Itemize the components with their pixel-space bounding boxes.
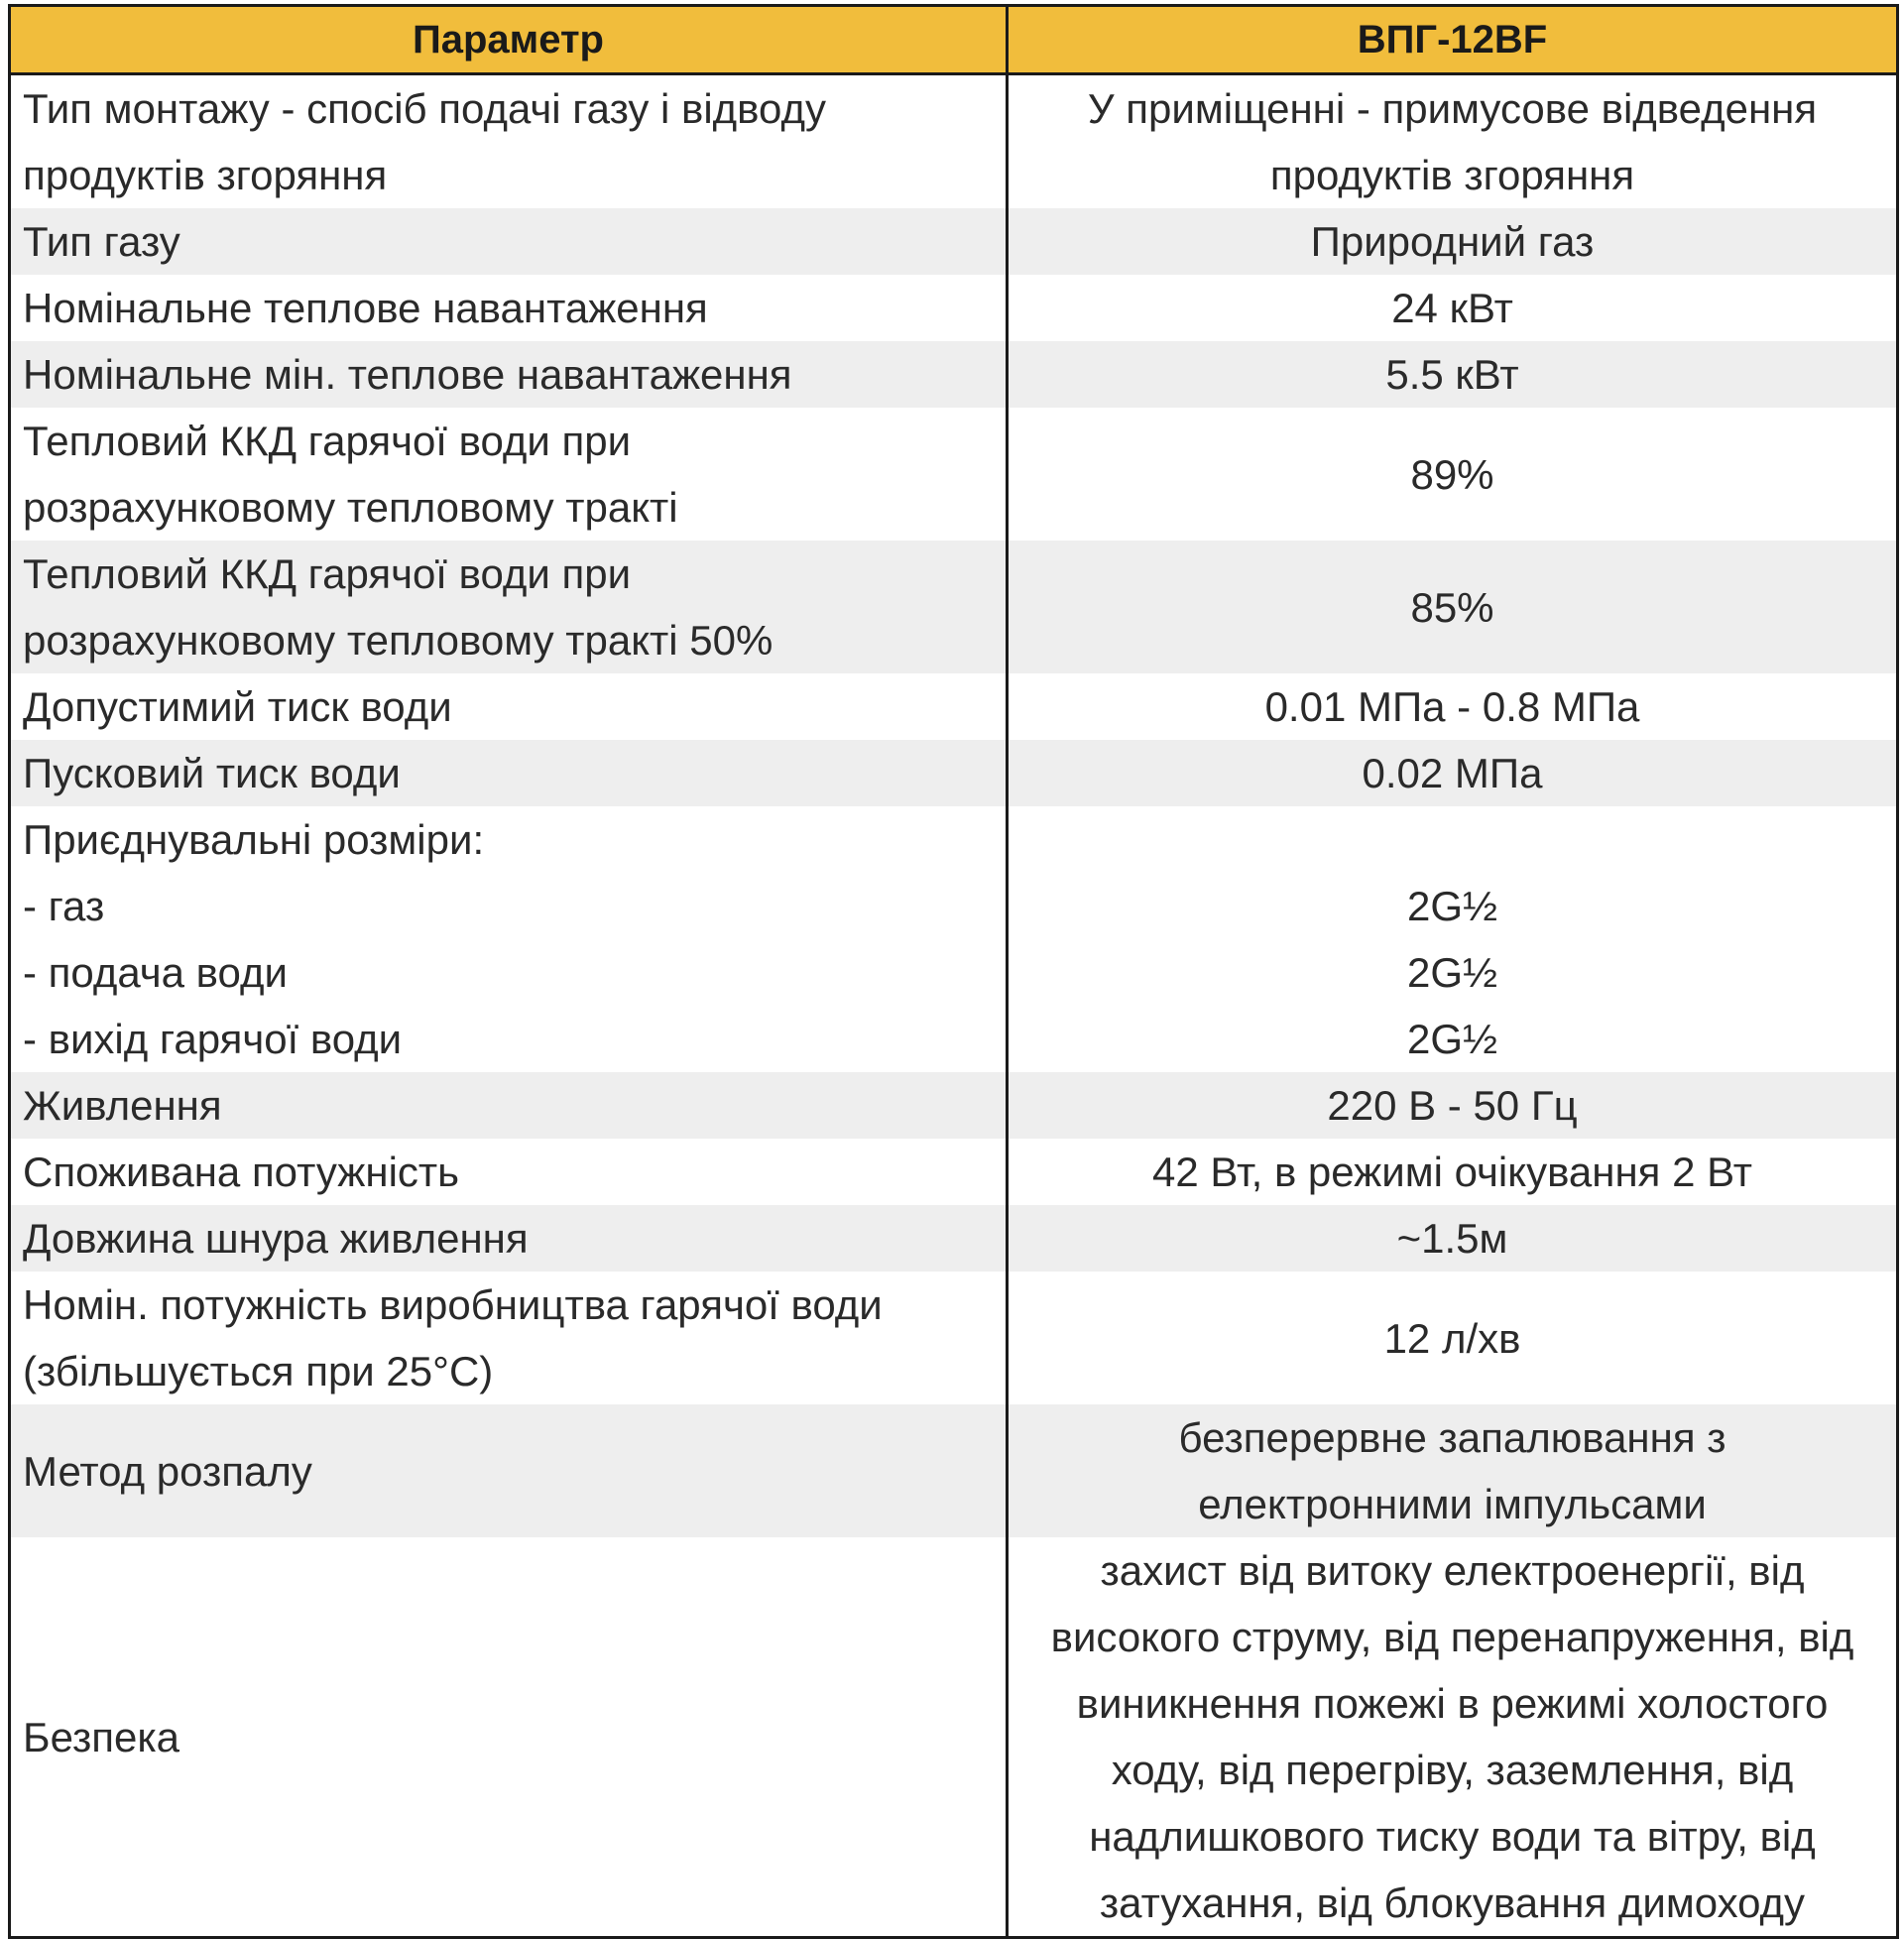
param-value-cell [1008, 208, 1898, 275]
param-value-line: безперервне запалювання з [1178, 1414, 1726, 1461]
param-name-cell [10, 673, 1008, 740]
param-name-line: Тепловий ККД гарячої води при [23, 550, 632, 597]
table-row [10, 1537, 1898, 1938]
param-name-line: Тепловий ККД гарячої води при [23, 418, 632, 464]
table-row [10, 806, 1898, 1072]
param-name-cell [10, 1272, 1008, 1404]
param-name-line: (збільшується при 25°С) [23, 1348, 494, 1394]
param-name-line: Приєднувальні розміри: [23, 816, 485, 863]
spec-table-container [8, 4, 1896, 1939]
param-value-cell [1008, 1139, 1898, 1205]
param-name-line: Довжина шнура живлення [23, 1215, 529, 1262]
param-name-line: Тип газу [23, 218, 180, 265]
param-value-line: виникнення пожежі в режимі холостого [1076, 1680, 1829, 1727]
table-row [10, 1404, 1898, 1537]
param-name-line: - вихід гарячої води [23, 1016, 403, 1062]
param-value-line: захист від витоку електроенергії, від [1100, 1547, 1805, 1594]
param-value-line: 0.01 МПа - 0.8 МПа [1264, 683, 1640, 730]
table-row [10, 1205, 1898, 1272]
param-value-line: продуктів згоряння [1269, 152, 1635, 198]
param-value-line: 12 л/хв [1383, 1314, 1521, 1362]
param-name-cell [10, 208, 1008, 275]
param-value-line: 2G½ [1406, 1016, 1498, 1062]
param-value-cell [1008, 1537, 1898, 1938]
spec-table [8, 4, 1899, 1939]
table-row [10, 208, 1898, 275]
param-name-line: продуктів згоряння [23, 152, 388, 198]
table-row [10, 74, 1898, 209]
param-name-line: Споживана потужність [23, 1149, 460, 1195]
param-value-line: 2G½ [1406, 949, 1498, 996]
param-value-line: затухання, від блокування димоходу [1099, 1879, 1806, 1926]
param-value-cell [1008, 1272, 1898, 1404]
table-row [10, 341, 1898, 408]
param-value-line: 220 В - 50 Гц [1327, 1082, 1578, 1129]
param-value-cell [1008, 740, 1898, 806]
param-value-cell [1008, 541, 1898, 673]
param-name-cell [10, 408, 1008, 541]
param-value-cell [1008, 74, 1898, 209]
param-name-line: Метод розпалу [23, 1447, 312, 1495]
table-row [10, 1139, 1898, 1205]
param-name-line: - подача води [23, 949, 288, 996]
param-name-line: Живлення [23, 1082, 222, 1129]
param-value-line: 42 Вт, в режимі очікування 2 Вт [1152, 1149, 1752, 1195]
table-row [10, 673, 1898, 740]
table-row [10, 740, 1898, 806]
param-value-cell [1008, 408, 1898, 541]
param-name-line: Пусковий тиск води [23, 750, 401, 796]
table-row [10, 408, 1898, 541]
param-value-line: надлишкового тиску води та вітру, від [1089, 1813, 1816, 1860]
header-parameter: Параметр [10, 6, 1008, 74]
param-value-line: 5.5 кВт [1385, 351, 1519, 398]
param-value-line: ~1.5м [1396, 1215, 1508, 1262]
param-value-cell [1008, 1205, 1898, 1272]
param-name-cell [10, 740, 1008, 806]
param-value-line: 24 кВт [1391, 285, 1513, 331]
param-name-cell [10, 1205, 1008, 1272]
param-name-line: Номінальне мін. теплове навантаження [23, 351, 792, 398]
param-name-cell [10, 275, 1008, 341]
param-name-line: Номін. потужність виробництва гарячої води [23, 1281, 883, 1328]
table-row [10, 275, 1898, 341]
table-row [10, 1072, 1898, 1139]
param-name-cell [10, 541, 1008, 673]
param-name-cell [10, 1404, 1008, 1537]
param-name-line: Допустимий тиск води [23, 683, 452, 730]
param-value-cell [1008, 275, 1898, 341]
param-value-cell [1008, 341, 1898, 408]
param-name-cell [10, 1072, 1008, 1139]
table-row [10, 1272, 1898, 1404]
param-value-line: 85% [1410, 583, 1494, 631]
param-name-cell [10, 806, 1008, 1072]
param-value-line: У приміщенні - примусове відведення [1087, 85, 1818, 132]
param-name-line: розрахунковому тепловому тракті [23, 484, 678, 531]
table-body [10, 74, 1898, 1938]
param-value-cell [1008, 1404, 1898, 1537]
param-name-cell [10, 74, 1008, 209]
param-name-line: розрахунковому тепловому тракті 50% [23, 617, 774, 664]
param-name-line: Тип монтажу - спосіб подачі газу і відводу [23, 85, 826, 132]
param-name-line: - газ [23, 883, 105, 929]
param-name-cell [10, 1537, 1008, 1938]
header-model: ВПГ-12BF [1008, 6, 1898, 74]
param-value-line: 89% [1410, 450, 1494, 498]
param-value-line: 0.02 МПа [1362, 750, 1543, 796]
param-name-cell [10, 1139, 1008, 1205]
param-value-cell [1008, 806, 1898, 1072]
param-name-line: Безпека [23, 1713, 180, 1760]
param-value-line [1014, 806, 1890, 873]
param-value-line: ходу, від перегріву, заземлення, від [1111, 1747, 1794, 1793]
param-value-line: високого струму, від перенапруження, від [1050, 1614, 1854, 1660]
param-value-cell [1008, 1072, 1898, 1139]
param-name-line: Номінальне теплове навантаження [23, 285, 708, 331]
table-row [10, 541, 1898, 673]
param-name-cell [10, 341, 1008, 408]
table-header-row [10, 6, 1898, 74]
param-value-line: Природний газ [1310, 218, 1595, 265]
param-value-line: електронними імпульсами [1198, 1481, 1707, 1527]
param-value-cell [1008, 673, 1898, 740]
param-value-line: 2G½ [1406, 883, 1498, 929]
